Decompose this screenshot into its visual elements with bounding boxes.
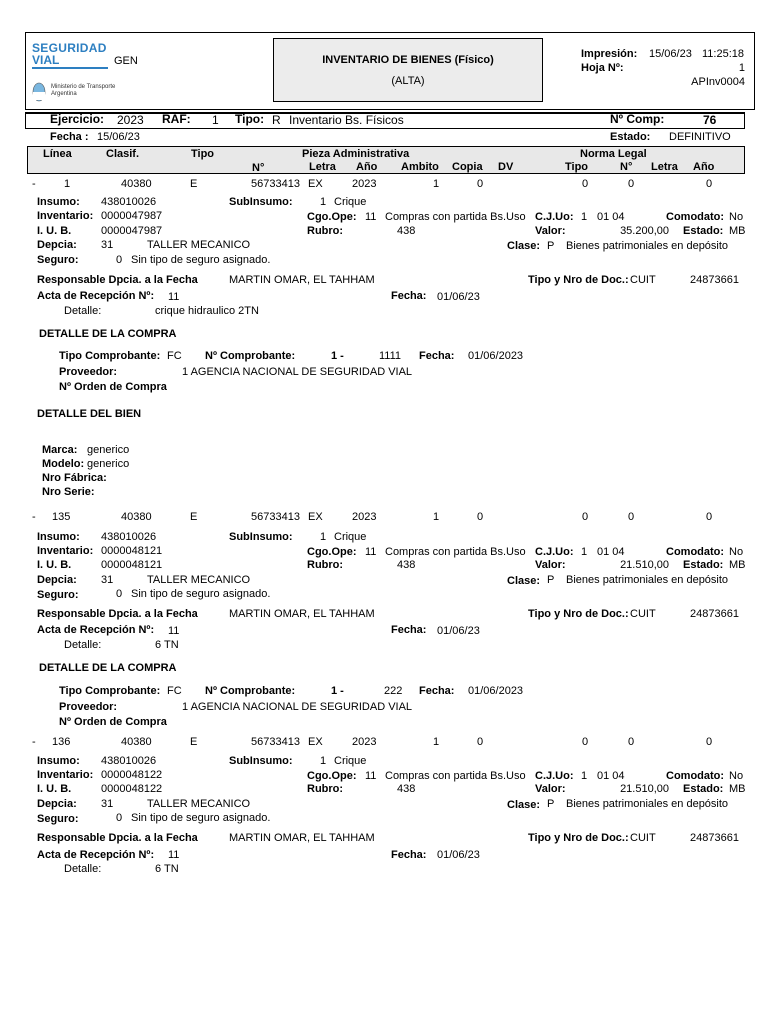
valor-label: Valor: bbox=[535, 225, 566, 237]
responsable-label: Responsable Dpcia. a la Fecha bbox=[37, 608, 198, 620]
row-dash: - bbox=[32, 511, 36, 523]
cjuo-label: C.J.Uo: bbox=[535, 770, 574, 782]
iub-label: I. U. B. bbox=[37, 225, 72, 237]
nro-fabrica-label: Nro Fábrica: bbox=[42, 472, 107, 484]
nro-comprobante-2: 222 bbox=[384, 685, 403, 697]
depcia-num: 31 bbox=[101, 574, 114, 586]
subinsumo-label: SubInsumo: bbox=[229, 755, 293, 767]
row-norma-anio: 0 bbox=[706, 511, 713, 523]
row-tipo: E bbox=[190, 178, 198, 190]
row-norma-tipo: 0 bbox=[582, 178, 589, 190]
acta-value: 11 bbox=[168, 849, 180, 861]
inventario-value: 0000047987 bbox=[101, 210, 163, 222]
modelo-value: generico bbox=[87, 458, 130, 470]
inventario-label: Inventario: bbox=[37, 210, 94, 222]
tipo-doc-value: CUIT bbox=[630, 274, 656, 286]
argentina-coat-of-arms-icon bbox=[32, 82, 46, 102]
depcia-num: 31 bbox=[101, 798, 114, 810]
rubro-value: 438 bbox=[397, 225, 416, 237]
comodato-label: Comodato: bbox=[666, 546, 725, 558]
detalle-label: Detalle: bbox=[64, 863, 102, 875]
clase-code: P bbox=[547, 240, 555, 252]
row-tipo: E bbox=[190, 736, 198, 748]
row-norma-anio: 0 bbox=[706, 736, 713, 748]
responsable-label: Responsable Dpcia. a la Fecha bbox=[37, 274, 198, 286]
rubro-label: Rubro: bbox=[307, 783, 344, 795]
ministry-line-2: Argentina bbox=[51, 91, 77, 97]
inventario-label: Inventario: bbox=[37, 769, 94, 781]
col-norma-numero: N° bbox=[620, 161, 633, 173]
subinsumo-desc: Crique bbox=[334, 196, 367, 208]
row-copia: 0 bbox=[477, 178, 484, 190]
acta-fecha-label: Fecha: bbox=[391, 849, 427, 861]
report-code: APInv0004 bbox=[691, 76, 745, 88]
cgo-ope-num: 11 bbox=[365, 770, 377, 782]
estado-bien-value: MB bbox=[729, 225, 746, 237]
cgo-ope-label: Cgo.Ope: bbox=[307, 211, 357, 223]
row-linea: 136 bbox=[52, 736, 71, 748]
tipo-comprobante-label: Tipo Comprobante: bbox=[59, 350, 161, 362]
nro-serie-label: Nro Serie: bbox=[42, 486, 95, 498]
iub-label: I. U. B. bbox=[37, 559, 72, 571]
row-copia: 0 bbox=[477, 736, 484, 748]
comp-label: Nº Comp: bbox=[610, 112, 665, 126]
estado-label: Estado: bbox=[610, 131, 651, 143]
acta-fecha-label: Fecha: bbox=[391, 290, 427, 302]
modelo-label: Modelo: bbox=[42, 458, 85, 470]
detalle-value: 6 TN bbox=[155, 639, 179, 651]
row-numero: 56733413 bbox=[251, 511, 300, 523]
seguro-label: Seguro: bbox=[37, 813, 79, 825]
row-dash: - bbox=[32, 736, 36, 748]
row-norma-tipo: 0 bbox=[582, 736, 589, 748]
cgo-ope-desc: Compras con partida Bs.Uso bbox=[385, 770, 526, 782]
impresion-time: 11:25:18 bbox=[702, 48, 745, 60]
cjuo-1: 1 bbox=[581, 546, 588, 558]
row-linea: 1 bbox=[64, 178, 71, 190]
responsable-value: MARTIN OMAR, EL TAHHAM bbox=[229, 608, 375, 620]
insumo-value: 438010026 bbox=[101, 755, 157, 767]
subinsumo-num: 1 bbox=[320, 531, 327, 543]
valor-label: Valor: bbox=[535, 783, 566, 795]
valor-value: 21.510,00 bbox=[620, 783, 669, 795]
orden-compra-label: Nº Orden de Compra bbox=[59, 381, 167, 393]
comp-value: 76 bbox=[703, 113, 717, 127]
row-norma-tipo: 0 bbox=[582, 511, 589, 523]
col-tipo: Tipo bbox=[191, 148, 215, 160]
col-norma-tipo: Tipo bbox=[565, 161, 589, 173]
acta-fecha-value: 01/06/23 bbox=[437, 849, 480, 861]
inventario-label: Inventario: bbox=[37, 545, 94, 557]
row-clasif: 40380 bbox=[121, 736, 152, 748]
insumo-value: 438010026 bbox=[101, 196, 157, 208]
row-norma-numero: 0 bbox=[628, 178, 635, 190]
valor-value: 21.510,00 bbox=[620, 559, 669, 571]
cgo-ope-label: Cgo.Ope: bbox=[307, 546, 357, 558]
inventario-value: 0000048121 bbox=[101, 545, 163, 557]
subinsumo-desc: Crique bbox=[334, 531, 367, 543]
comodato-value: No bbox=[729, 546, 744, 558]
depcia-desc: TALLER MECANICO bbox=[147, 574, 251, 586]
seguro-desc: Sin tipo de seguro asignado. bbox=[131, 588, 271, 600]
fecha-compra-label: Fecha: bbox=[419, 685, 455, 697]
tipo-label: Tipo: bbox=[235, 112, 265, 126]
logo-text-seguridad: SEGURIDAD bbox=[32, 41, 107, 55]
cgo-ope-label: Cgo.Ope: bbox=[307, 770, 357, 782]
proveedor-label: Proveedor: bbox=[59, 701, 118, 713]
acta-value: 11 bbox=[168, 291, 180, 303]
nro-comprobante-1: 1 - bbox=[331, 350, 344, 362]
depcia-desc: TALLER MECANICO bbox=[147, 239, 251, 251]
subinsumo-label: SubInsumo: bbox=[229, 196, 293, 208]
row-clasif: 40380 bbox=[121, 511, 152, 523]
iub-value: 0000047987 bbox=[101, 225, 163, 237]
proveedor-value: 1 AGENCIA NACIONAL DE SEGURIDAD VIAL bbox=[182, 366, 413, 378]
row-copia: 0 bbox=[477, 511, 484, 523]
acta-label: Acta de Recepción Nº: bbox=[37, 290, 155, 302]
subinsumo-label: SubInsumo: bbox=[229, 531, 293, 543]
cgo-ope-desc: Compras con partida Bs.Uso bbox=[385, 211, 526, 223]
col-norma-anio: Año bbox=[693, 161, 715, 173]
responsable-value: MARTIN OMAR, EL TAHHAM bbox=[229, 274, 375, 286]
row-norma-numero: 0 bbox=[628, 511, 635, 523]
estado-bien-label: Estado: bbox=[683, 225, 724, 237]
detalle-value: 6 TN bbox=[155, 863, 179, 875]
estado-bien-label: Estado: bbox=[683, 783, 724, 795]
iub-value: 0000048122 bbox=[101, 783, 163, 795]
cjuo-2: 01 04 bbox=[597, 770, 625, 782]
depcia-label: Depcia: bbox=[37, 239, 77, 251]
seguro-label: Seguro: bbox=[37, 254, 79, 266]
row-anio: 2023 bbox=[352, 736, 377, 748]
marca-label: Marca: bbox=[42, 444, 78, 456]
cgo-ope-num: 11 bbox=[365, 211, 377, 223]
cgo-ope-num: 11 bbox=[365, 546, 377, 558]
col-letra: Letra bbox=[309, 161, 336, 173]
estado-bien-value: MB bbox=[729, 783, 746, 795]
seguro-num: 0 bbox=[116, 254, 123, 266]
clase-label: Clase: bbox=[507, 575, 541, 587]
valor-value: 35.200,00 bbox=[620, 225, 669, 237]
row-norma-numero: 0 bbox=[628, 736, 635, 748]
estado-bien-value: MB bbox=[729, 559, 746, 571]
nro-comprobante-1: 1 - bbox=[331, 685, 344, 697]
tipo-doc-label: Tipo y Nro de Doc.: bbox=[528, 832, 629, 844]
col-clasif: Clasif. bbox=[106, 148, 140, 160]
ministry-logo bbox=[29, 79, 116, 105]
tipo-doc-label: Tipo y Nro de Doc.: bbox=[528, 608, 629, 620]
fecha-compra-value: 01/06/2023 bbox=[468, 350, 524, 362]
estado-value: DEFINITIVO bbox=[669, 131, 731, 143]
row-linea: 135 bbox=[52, 511, 71, 523]
responsable-label: Responsable Dpcia. a la Fecha bbox=[37, 832, 198, 844]
nro-doc-value: 24873661 bbox=[690, 274, 739, 286]
row-ambito: 1 bbox=[433, 178, 440, 190]
insumo-label: Insumo: bbox=[37, 755, 80, 767]
comodato-value: No bbox=[729, 211, 744, 223]
row-tipo: E bbox=[190, 511, 198, 523]
ministry-line-1: Ministerio de Transporte bbox=[51, 84, 116, 90]
comodato-label: Comodato: bbox=[666, 211, 725, 223]
comodato-label: Comodato: bbox=[666, 770, 725, 782]
hoja-label: Hoja Nº: bbox=[581, 62, 624, 74]
title-box bbox=[273, 38, 543, 102]
acta-value: 11 bbox=[168, 625, 180, 637]
iub-value: 0000048121 bbox=[101, 559, 163, 571]
tipo-code: R bbox=[272, 113, 281, 127]
row-letra: EX bbox=[308, 178, 323, 190]
row-clasif: 40380 bbox=[121, 178, 152, 190]
cgo-ope-desc: Compras con partida Bs.Uso bbox=[385, 546, 526, 558]
report-subtitle: (ALTA) bbox=[391, 75, 425, 87]
depcia-num: 31 bbox=[101, 239, 114, 251]
proveedor-value: 1 AGENCIA NACIONAL DE SEGURIDAD VIAL bbox=[182, 701, 413, 713]
cjuo-label: C.J.Uo: bbox=[535, 546, 574, 558]
cjuo-label: C.J.Uo: bbox=[535, 211, 574, 223]
cjuo-1: 1 bbox=[581, 211, 588, 223]
tipo-comprobante-value: FC bbox=[167, 685, 182, 697]
acta-fecha-value: 01/06/23 bbox=[437, 291, 480, 303]
seguridad-vial-logo bbox=[29, 39, 113, 69]
fecha-compra-value: 01/06/2023 bbox=[468, 685, 524, 697]
comodato-value: No bbox=[729, 770, 744, 782]
cjuo-2: 01 04 bbox=[597, 546, 625, 558]
logo-text-vial: VIAL bbox=[32, 53, 60, 67]
tipo-doc-value: CUIT bbox=[630, 832, 656, 844]
acta-label: Acta de Recepción Nº: bbox=[37, 849, 155, 861]
responsable-value: MARTIN OMAR, EL TAHHAM bbox=[229, 832, 375, 844]
clase-label: Clase: bbox=[507, 240, 541, 252]
hoja-value: 1 bbox=[738, 62, 745, 74]
subinsumo-desc: Crique bbox=[334, 755, 367, 767]
detalle-label: Detalle: bbox=[64, 639, 102, 651]
col-numero: N° bbox=[252, 162, 265, 174]
nro-comprobante-2: 1111 bbox=[379, 350, 402, 362]
depcia-label: Depcia: bbox=[37, 798, 77, 810]
row-anio: 2023 bbox=[352, 511, 377, 523]
seguro-num: 0 bbox=[116, 588, 123, 600]
valor-label: Valor: bbox=[535, 559, 566, 571]
fecha-label: Fecha : bbox=[50, 131, 89, 143]
clase-desc: Bienes patrimoniales en depósito bbox=[566, 574, 729, 586]
raf-label: RAF: bbox=[162, 112, 191, 126]
impresion-label: Impresión: bbox=[581, 48, 638, 60]
tipo-comprobante-value: FC bbox=[167, 350, 182, 362]
row-letra: EX bbox=[308, 736, 323, 748]
detalle-label: Detalle: bbox=[64, 305, 102, 317]
col-ambito: Ambito bbox=[401, 161, 439, 173]
depcia-label: Depcia: bbox=[37, 574, 77, 586]
row-dash: - bbox=[32, 178, 36, 190]
fecha-compra-label: Fecha: bbox=[419, 350, 455, 362]
col-norma: Norma Legal bbox=[580, 148, 647, 160]
ejercicio-value: 2023 bbox=[117, 113, 144, 127]
tipo-desc: Inventario Bs. Físicos bbox=[289, 113, 404, 127]
tipo-doc-label: Tipo y Nro de Doc.: bbox=[528, 274, 629, 286]
acta-label: Acta de Recepción Nº: bbox=[37, 624, 155, 636]
tipo-comprobante-label: Tipo Comprobante: bbox=[59, 685, 161, 697]
detalle-value: crique hidraulico 2TN bbox=[155, 305, 259, 317]
rubro-label: Rubro: bbox=[307, 225, 344, 237]
raf-value: 1 bbox=[212, 113, 219, 127]
row-numero: 56733413 bbox=[251, 736, 300, 748]
marca-value: generico bbox=[87, 444, 130, 456]
clase-code: P bbox=[547, 798, 555, 810]
orden-compra-label: Nº Orden de Compra bbox=[59, 716, 167, 728]
rubro-value: 438 bbox=[397, 783, 416, 795]
col-dv: DV bbox=[498, 161, 514, 173]
impresion-date: 15/06/23 bbox=[649, 48, 692, 60]
nro-comprobante-label: Nº Comprobante: bbox=[205, 685, 296, 697]
seguro-num: 0 bbox=[116, 812, 123, 824]
rubro-value: 438 bbox=[397, 559, 416, 571]
subinsumo-num: 1 bbox=[320, 196, 327, 208]
clase-desc: Bienes patrimoniales en depósito bbox=[566, 798, 729, 810]
col-linea: Línea bbox=[43, 148, 72, 160]
row-numero: 56733413 bbox=[251, 178, 300, 190]
inventario-value: 0000048122 bbox=[101, 769, 163, 781]
insumo-label: Insumo: bbox=[37, 531, 80, 543]
clase-desc: Bienes patrimoniales en depósito bbox=[566, 240, 729, 252]
nro-doc-value: 24873661 bbox=[690, 608, 739, 620]
iub-label: I. U. B. bbox=[37, 783, 72, 795]
gen-label: GEN bbox=[114, 55, 138, 67]
tipo-doc-value: CUIT bbox=[630, 608, 656, 620]
seguro-label: Seguro: bbox=[37, 589, 79, 601]
row-letra: EX bbox=[308, 511, 323, 523]
seguro-desc: Sin tipo de seguro asignado. bbox=[131, 254, 271, 266]
ejercicio-label: Ejercicio: bbox=[50, 112, 105, 126]
clase-label: Clase: bbox=[507, 799, 541, 811]
fecha-value: 15/06/23 bbox=[97, 131, 140, 143]
detalle-bien-heading: DETALLE DEL BIEN bbox=[37, 408, 142, 420]
detalle-compra-heading: DETALLE DE LA COMPRA bbox=[39, 328, 177, 340]
acta-fecha-label: Fecha: bbox=[391, 624, 427, 636]
row-ambito: 1 bbox=[433, 511, 440, 523]
row-norma-anio: 0 bbox=[706, 178, 713, 190]
col-pieza: Pieza Administrativa bbox=[302, 148, 410, 160]
rubro-label: Rubro: bbox=[307, 559, 344, 571]
row-anio: 2023 bbox=[352, 178, 377, 190]
row-ambito: 1 bbox=[433, 736, 440, 748]
cjuo-2: 01 04 bbox=[597, 211, 625, 223]
logo-bar bbox=[32, 67, 108, 69]
subinsumo-num: 1 bbox=[320, 755, 327, 767]
nro-doc-value: 24873661 bbox=[690, 832, 739, 844]
nro-comprobante-label: Nº Comprobante: bbox=[205, 350, 296, 362]
col-anio: Año bbox=[356, 161, 378, 173]
depcia-desc: TALLER MECANICO bbox=[147, 798, 251, 810]
detalle-compra-heading: DETALLE DE LA COMPRA bbox=[39, 662, 177, 674]
proveedor-label: Proveedor: bbox=[59, 366, 118, 378]
col-norma-letra: Letra bbox=[651, 161, 678, 173]
acta-fecha-value: 01/06/23 bbox=[437, 625, 480, 637]
clase-code: P bbox=[547, 574, 555, 586]
estado-bien-label: Estado: bbox=[683, 559, 724, 571]
insumo-value: 438010026 bbox=[101, 531, 157, 543]
insumo-label: Insumo: bbox=[37, 196, 80, 208]
cjuo-1: 1 bbox=[581, 770, 588, 782]
seguro-desc: Sin tipo de seguro asignado. bbox=[131, 812, 271, 824]
col-copia: Copia bbox=[452, 161, 483, 173]
report-title: INVENTARIO DE BIENES (Físico) bbox=[322, 54, 494, 66]
